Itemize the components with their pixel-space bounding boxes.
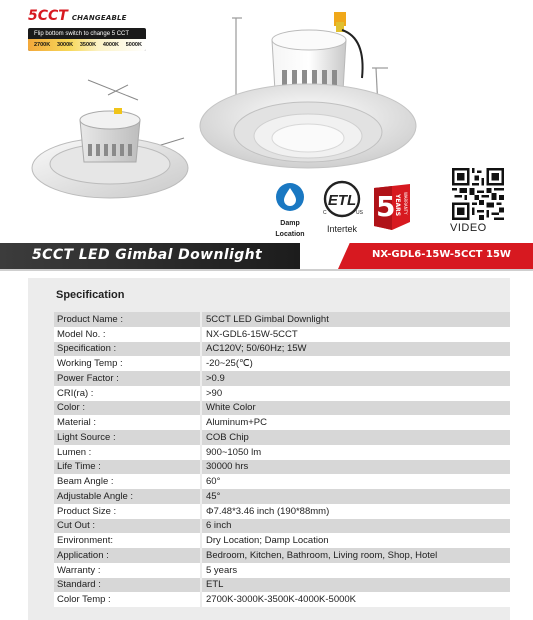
banner-divider — [0, 269, 533, 271]
spec-label: CRI(ra) : — [54, 386, 200, 401]
video-label: VIDEO — [450, 222, 487, 234]
large-downlight-image — [196, 8, 426, 178]
cct-info-box — [28, 28, 146, 51]
spec-value: AC120V; 50/60Hz; 15W — [202, 342, 510, 357]
spec-value: 60° — [202, 474, 510, 489]
spec-label: Beam Angle : — [54, 474, 200, 489]
etl-label: Intertek — [326, 224, 357, 234]
title-banner — [0, 243, 533, 269]
warranty-small: WARRANTY — [403, 192, 408, 215]
spec-row — [54, 401, 510, 416]
etl-logo-icon — [320, 180, 364, 218]
spec-row — [54, 356, 510, 371]
spec-table — [54, 312, 510, 607]
spec-value: 5CCT LED Gimbal Downlight — [202, 312, 510, 327]
spec-label: Warranty : — [54, 563, 200, 578]
banner-wattage: 15W — [486, 249, 511, 260]
qr-code-icon[interactable] — [452, 168, 504, 220]
spec-label: Adjustable Angle : — [54, 489, 200, 504]
spec-value: 30000 hrs — [202, 460, 510, 475]
cct-temp: 2700K — [34, 42, 51, 48]
spec-value: 5 years — [202, 563, 510, 578]
cct-temp: 5000K — [125, 42, 142, 48]
spec-label: Lumen : — [54, 445, 200, 460]
water-drop-icon — [275, 182, 305, 212]
spec-label: Specification : — [54, 342, 200, 357]
warranty-badge — [370, 182, 414, 237]
spec-value: 2700K-3000K-3500K-4000K-5000K — [202, 592, 510, 607]
spec-value: ETL — [202, 578, 510, 593]
spec-label: Light Source : — [54, 430, 200, 445]
spec-value: NX-GDL6-15W-5CCT — [202, 327, 510, 342]
spec-value: Φ7.48*3.46 inch (190*88mm) — [202, 504, 510, 519]
spec-row — [54, 327, 510, 342]
spec-heading: Specification — [56, 289, 125, 301]
banner-title: 5CCT LED Gimbal Downlight — [32, 247, 263, 263]
warranty-word: YEARS — [394, 194, 401, 217]
cct-temps — [28, 39, 146, 51]
spec-row — [54, 578, 510, 593]
spec-value: Aluminum+PC — [202, 415, 510, 430]
spec-row — [54, 519, 510, 534]
spec-row — [54, 445, 510, 460]
svg-text:ETL: ETL — [327, 192, 357, 209]
cct-temp: 3500K — [79, 42, 97, 48]
spec-label: Cut Out : — [54, 519, 200, 534]
spec-label: Environment: — [54, 533, 200, 548]
spec-value: 6 inch — [202, 519, 510, 534]
spec-row — [54, 504, 510, 519]
spec-label: Color : — [54, 401, 200, 416]
spec-value: >90 — [202, 386, 510, 401]
spec-row — [54, 386, 510, 401]
spec-label: Material : — [54, 415, 200, 430]
spec-value: >0.9 — [202, 371, 510, 386]
spec-label: Standard : — [54, 578, 200, 593]
warranty-number: 5 — [376, 190, 396, 223]
damp-label-line2: Location — [275, 231, 305, 238]
cct-temp: 3000K — [56, 42, 74, 48]
spec-value: COB Chip — [202, 430, 510, 445]
spec-row — [54, 312, 510, 327]
spec-label: Application : — [54, 548, 200, 563]
damp-label-line1: Damp — [280, 220, 300, 227]
spec-row — [54, 342, 510, 357]
spec-label: Life Time : — [54, 460, 200, 475]
spec-value: 45° — [202, 489, 510, 504]
etl-cert — [316, 180, 368, 234]
spec-value: 900~1050 lm — [202, 445, 510, 460]
svg-text:C: C — [323, 210, 327, 216]
spec-label: Power Factor : — [54, 371, 200, 386]
spec-row — [54, 489, 510, 504]
spec-value: Dry Location; Damp Location — [202, 533, 510, 548]
damp-location-cert — [268, 182, 312, 239]
spec-label: Product Name : — [54, 312, 200, 327]
spec-value: Bedroom, Kitchen, Bathroom, Living room, Shop, Hotel — [202, 548, 510, 563]
cct-note: Flip bottom switch to change 5 CCT — [34, 31, 130, 37]
spec-row — [54, 430, 510, 445]
spec-label: Working Temp : — [54, 356, 200, 371]
banner-model: NX-GDL6-15W-5CCT — [372, 249, 483, 260]
cct-title — [28, 8, 148, 24]
cct-badge — [28, 8, 148, 51]
spec-label: Model No. : — [54, 327, 200, 342]
spec-value: -20~25(℃) — [202, 356, 510, 371]
spec-label: Color Temp : — [54, 592, 200, 607]
spec-value: White Color — [202, 401, 510, 416]
spec-row — [54, 460, 510, 475]
cct-temp: 4000K — [102, 42, 120, 48]
spec-row — [54, 474, 510, 489]
svg-text:US: US — [356, 210, 363, 216]
cct-small-label: CHANGEABLE — [71, 14, 127, 22]
spec-row — [54, 548, 510, 563]
spec-row — [54, 563, 510, 578]
spec-label: Product Size : — [54, 504, 200, 519]
spec-row — [54, 592, 510, 607]
spec-row — [54, 533, 510, 548]
product-hero — [0, 0, 533, 240]
spec-row — [54, 371, 510, 386]
cct-big-label: 5CCT — [28, 8, 68, 24]
small-downlight-image — [28, 60, 198, 210]
spec-row — [54, 415, 510, 430]
